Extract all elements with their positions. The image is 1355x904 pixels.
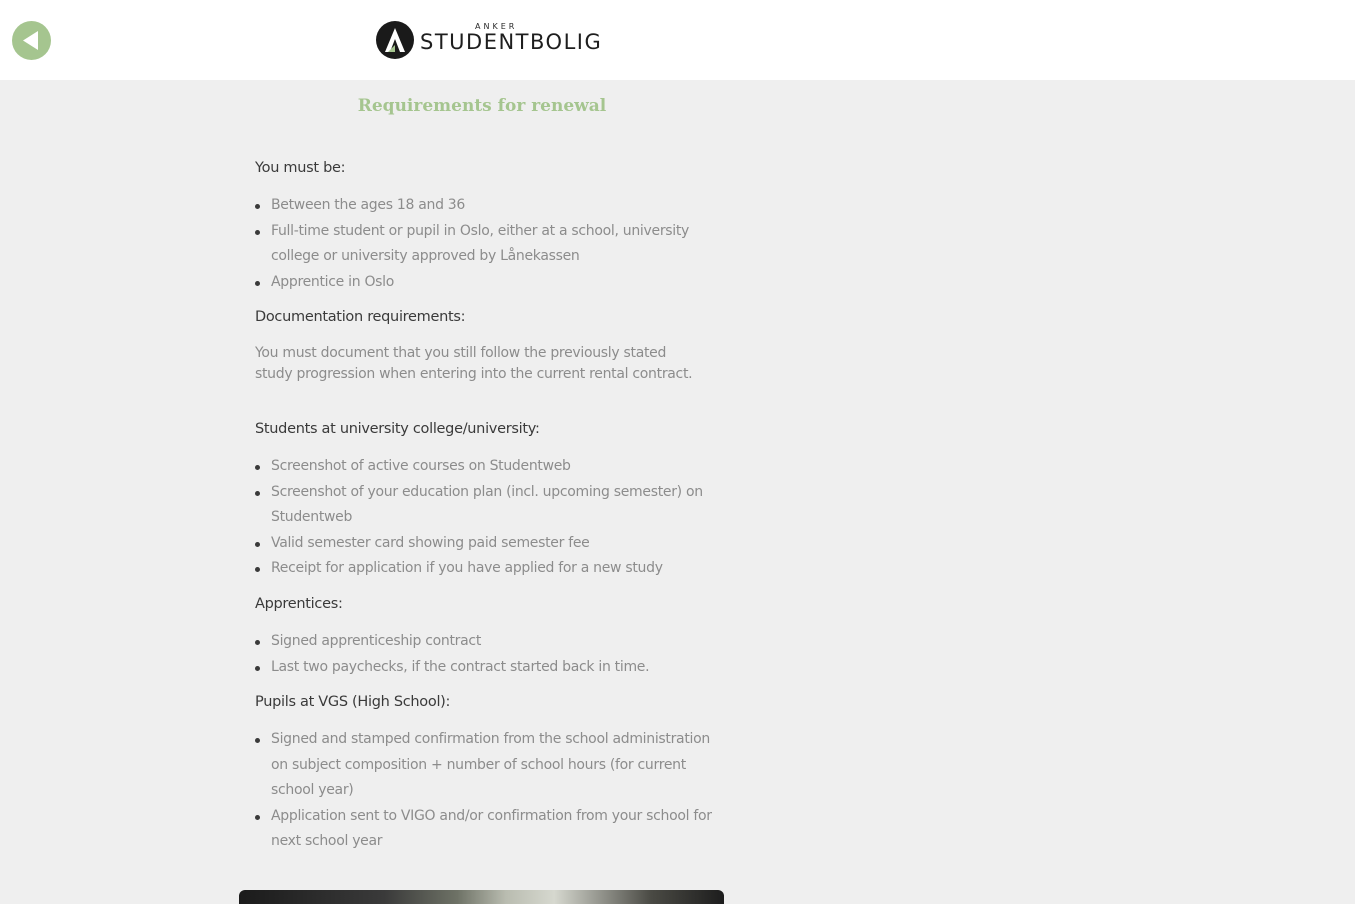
list-item: Receipt for application if you have applied for a new study bbox=[255, 556, 715, 582]
pupils-heading: Pupils at VGS (High School): bbox=[255, 694, 451, 710]
list-item: Application sent to VIGO and/or confirmation from your school for next school year bbox=[255, 804, 715, 855]
featured-photo bbox=[239, 890, 724, 904]
list-item: Between the ages 18 and 36 bbox=[255, 193, 715, 219]
back-button[interactable] bbox=[12, 21, 51, 60]
list-item: Last two paychecks, if the contract started back in time. bbox=[255, 655, 715, 681]
must-be-list bbox=[255, 193, 715, 295]
apprentices-list bbox=[255, 629, 715, 680]
list-item: Full-time student or pupil in Oslo, either at a school, university college or university approved by Lånekassen bbox=[255, 219, 715, 270]
list-item: Screenshot of your education plan (incl. upcoming semester) on Studentweb bbox=[255, 480, 715, 531]
top-bar bbox=[0, 0, 1355, 80]
list-item: Apprentice in Oslo bbox=[255, 270, 715, 296]
pupils-list bbox=[255, 727, 715, 855]
logo-wordmark: STUDENTBOLIG bbox=[420, 30, 603, 54]
students-list bbox=[255, 454, 715, 582]
back-arrow-icon bbox=[12, 21, 51, 60]
anker-studentbolig-logo[interactable] bbox=[376, 20, 603, 60]
documentation-text: You must document that you still follow the previously stated study progression when entering into the current rental contract. bbox=[255, 345, 693, 382]
logo-mark-icon bbox=[376, 21, 414, 59]
list-item: Signed and stamped confirmation from the school administration on subject composition + number of school hours (for current school year) bbox=[255, 727, 715, 804]
list-item: Signed apprenticeship contract bbox=[255, 629, 715, 655]
list-item: Valid semester card showing paid semester fee bbox=[255, 531, 715, 557]
must-be-heading: You must be: bbox=[255, 160, 346, 176]
documentation-heading: Documentation requirements: bbox=[255, 309, 466, 325]
students-heading: Students at university college/university: bbox=[255, 421, 540, 437]
logo-small-text: ANKER bbox=[475, 22, 518, 31]
apprentices-heading: Apprentices: bbox=[255, 596, 343, 612]
page-title: Requirements for renewal bbox=[357, 96, 607, 116]
list-item: Screenshot of active courses on Studentweb bbox=[255, 454, 715, 480]
